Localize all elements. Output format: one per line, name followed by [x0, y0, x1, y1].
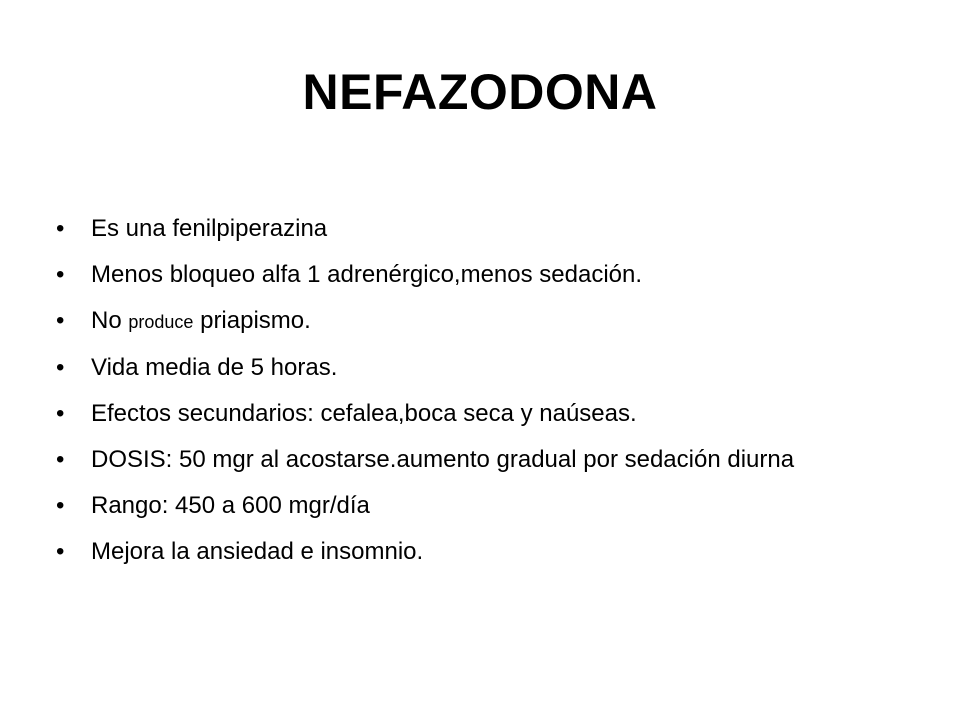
bullet-dot: • [56, 215, 65, 242]
bullet-dot: • [56, 538, 65, 565]
bullet-text: Rango: 450 a 600 mgr/día [91, 492, 370, 519]
bullet-text: DOSIS: 50 mgr al acostarse.aumento gradual por sedación diurna [91, 446, 795, 473]
bullet-dot: • [56, 307, 65, 334]
bullet-text: Vida media de 5 horas. [91, 354, 338, 381]
bullet-text: Es una fenilpiperazina [91, 215, 328, 242]
bullet-dot: • [56, 400, 65, 427]
bullet-item [56, 353, 916, 383]
bullet-item [56, 214, 916, 244]
bullet-text-small: produce [128, 312, 194, 332]
bullet-dot: • [56, 354, 65, 381]
bullet-item [56, 491, 916, 521]
bullet-item [56, 537, 916, 567]
bullet-text-pre: No [91, 307, 129, 334]
bullet-text: Menos bloqueo alfa 1 adrenérgico,menos sedación. [91, 261, 643, 288]
bullet-text [91, 307, 311, 334]
bullet-text: Efectos secundarios: cefalea,boca seca y naúseas. [91, 400, 637, 427]
bullet-item [56, 445, 916, 475]
bullet-dot: • [56, 446, 65, 473]
bullet-item [56, 399, 916, 429]
bullet-text-post: priapismo. [193, 307, 311, 334]
bullet-text: Mejora la ansiedad e insomnio. [91, 538, 424, 565]
slide-title: NEFAZODONA [302, 64, 658, 120]
bullet-dot: • [56, 492, 65, 519]
bullet-list [56, 214, 916, 583]
bullet-dot: • [56, 261, 65, 288]
bullet-item [56, 260, 916, 290]
bullet-item [56, 306, 916, 337]
